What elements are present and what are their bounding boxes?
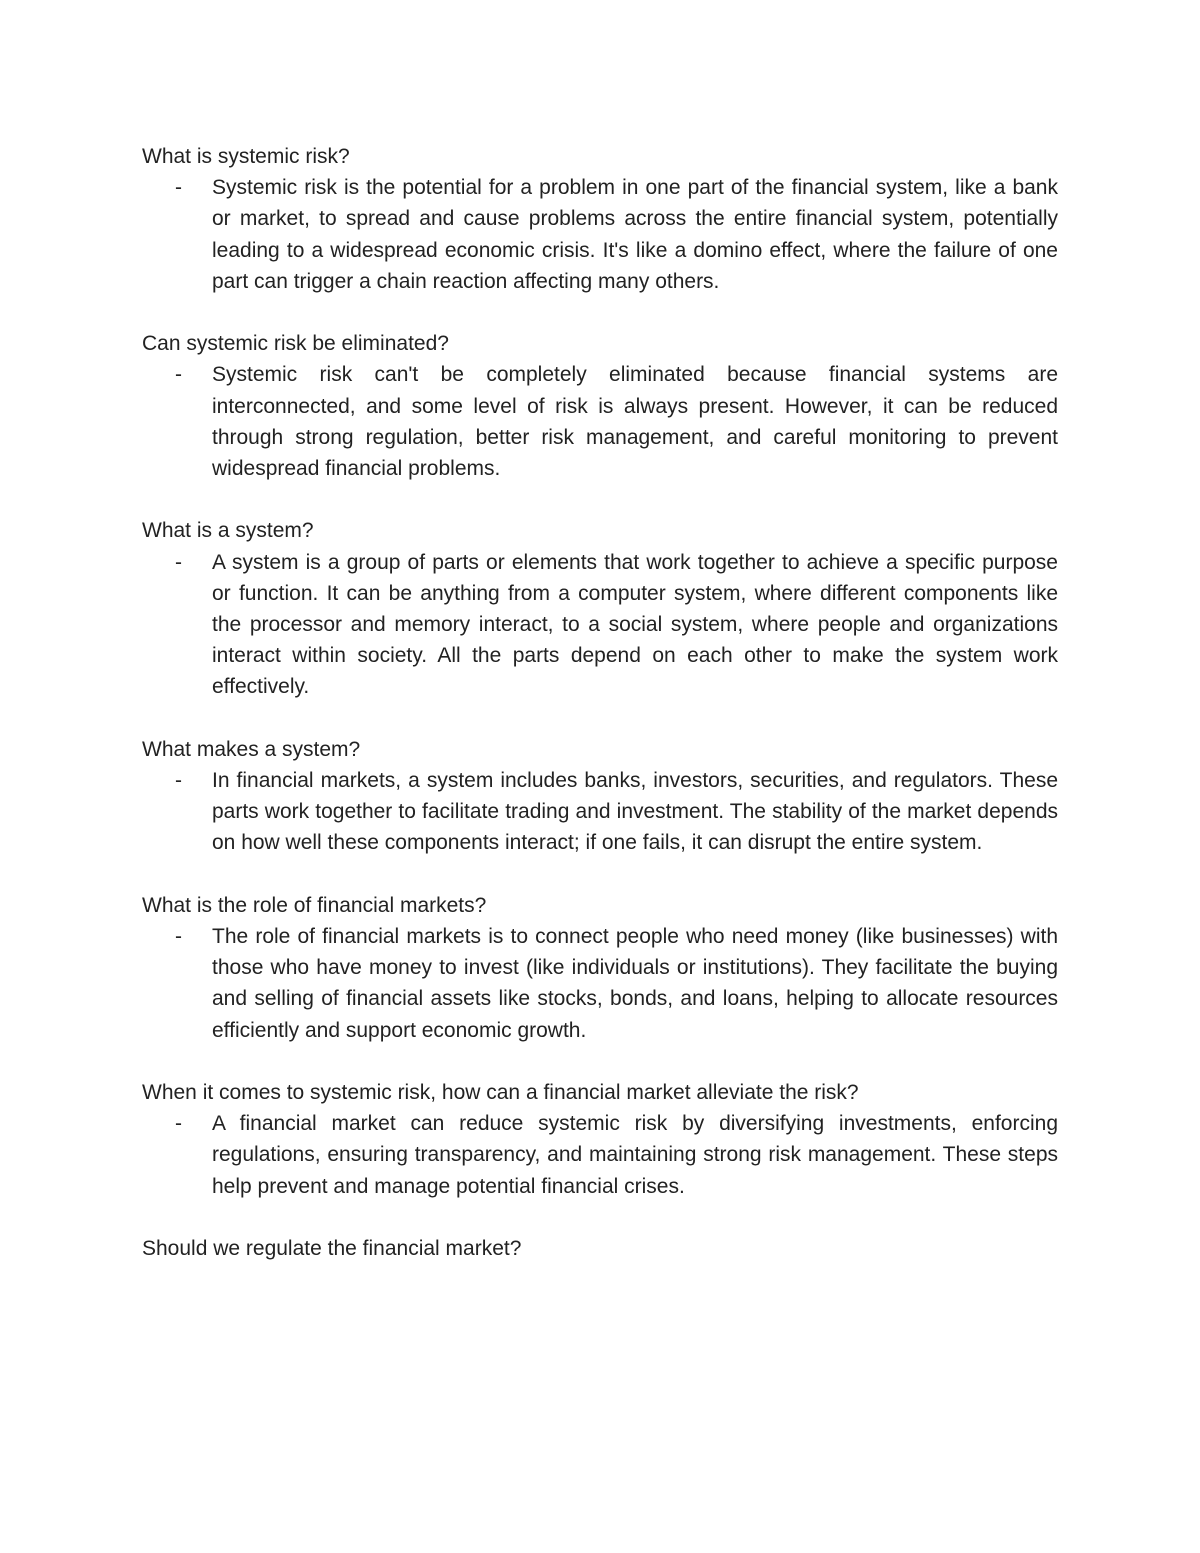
answer-text: Systemic risk can't be completely eliminated because financial systems are interconnected, and some level of risk is always present. However, it can be reduced through strong regulation, better risk management, and careful monitoring to prevent widespread financial problems.	[212, 363, 1058, 481]
answer-text: Systemic risk is the potential for a problem in one part of the financial system, like a bank or market, to spread and cause problems across the entire financial system, potentially leading to a widespread economic crisis. It's like a domino effect, where the failure of one part can trigger a chain reaction affecting many others.	[212, 176, 1058, 293]
qa-section-final	[142, 1233, 1058, 1264]
question-heading: What is systemic risk?	[142, 145, 350, 168]
question-heading: When it comes to systemic risk, how can a financial market alleviate the risk?	[142, 1081, 859, 1105]
answer-text: The role of financial markets is to connect people who need money (like businesses) with those who have money to invest (like individuals or institutions). They facilitate the buying and selling of financial assets like stocks, bonds, and loans, helping to allocate resources efficiently and support economic growth.	[212, 925, 1058, 1042]
answer-item	[142, 547, 1058, 703]
answer-item	[142, 1108, 1058, 1202]
qa-section	[142, 328, 1058, 484]
dash-bullet: -	[175, 363, 182, 387]
question-heading: Can systemic risk be eliminated?	[142, 332, 449, 356]
question-heading-final: Should we regulate the financial market?	[142, 1237, 522, 1261]
answer-item	[142, 765, 1058, 859]
answer-item	[142, 172, 1058, 297]
document-body	[142, 141, 1058, 1295]
qa-section	[142, 734, 1058, 859]
answer-text: A system is a group of parts or elements that work together to achieve a specific purpose or function. It can be anything from a computer system, where different components like the processor and memory interact, to a social system, where people and organizations interact within society. All the parts depend on each other to make the system work effectively.	[212, 550, 1058, 699]
dash-bullet: -	[175, 769, 182, 793]
answer-item	[142, 359, 1058, 484]
question-heading: What is a system?	[142, 519, 314, 543]
answer-text: In financial markets, a system includes banks, investors, securities, and regulators. These parts work together to facilitate trading and investment. The stability of the market depends on how well these components interact; if one fails, it can disrupt the entire system.	[212, 769, 1058, 855]
dash-bullet: -	[175, 925, 182, 949]
qa-section	[142, 141, 1058, 297]
qa-section	[142, 890, 1058, 1046]
dash-bullet: -	[175, 1112, 182, 1136]
answer-text: A financial market can reduce systemic risk by diversifying investments, enforcing regulations, ensuring transparency, and maintaining strong risk management. These steps help prevent and manage potential financial crises.	[212, 1112, 1058, 1198]
qa-section	[142, 1077, 1058, 1202]
dash-bullet: -	[175, 176, 182, 200]
answer-item	[142, 921, 1058, 1046]
qa-section	[142, 515, 1058, 702]
dash-bullet: -	[175, 550, 182, 574]
question-heading: What is the role of financial markets?	[142, 893, 487, 917]
question-heading: What makes a system?	[142, 737, 361, 761]
